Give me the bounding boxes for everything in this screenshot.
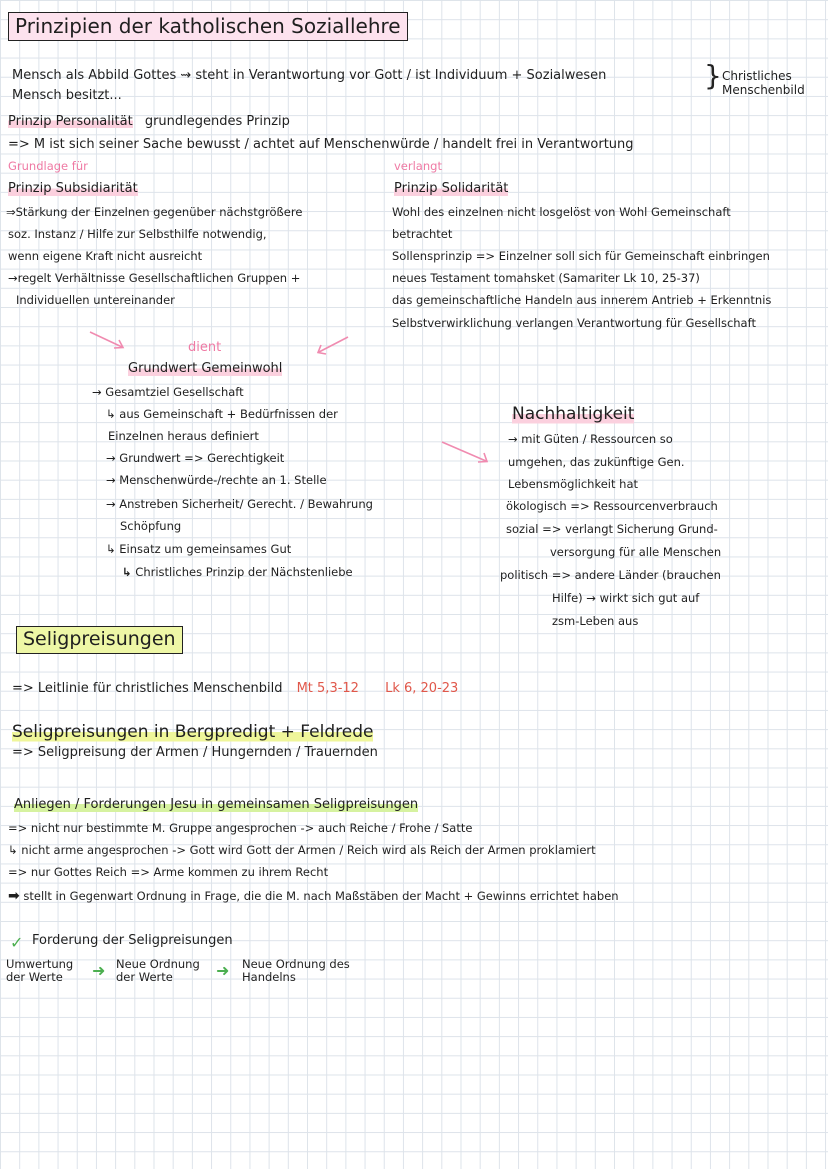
intro-line-2: Mensch besitzt... — [12, 88, 122, 103]
anliegen-line: => nur Gottes Reich => Arme kommen zu ihrem Recht — [8, 865, 329, 879]
ref-matthaeus: Mt 5,3-12 — [296, 681, 359, 696]
personalitaet-heading: Prinzip Personalität — [8, 114, 133, 129]
subsidiaritaet-line: →regelt Verhältnisse Gesellschaftlichen Gruppen + — [8, 271, 301, 285]
nachhaltigkeit-line: Hilfe) → wirkt sich gut auf — [552, 591, 700, 605]
gemeinwohl-line: Schöpfung — [120, 519, 182, 533]
nachhaltigkeit-line: Lebensmöglichkeit hat — [508, 477, 639, 491]
solidaritaet-heading: Prinzip Solidarität — [394, 181, 509, 196]
nachhaltigkeit-line: ökologisch => Ressourcenverbrauch — [506, 499, 718, 513]
gemeinwohl-line: → Anstreben Sicherheit/ Gerecht. / Bewahrung — [106, 497, 373, 511]
arrow-right-icon: ↳ — [122, 565, 132, 579]
solidaritaet-line: Sollensprinzip => Einzelner soll sich für Gemeinschaft einbringen — [392, 249, 770, 263]
solidaritaet-line: Selbstverwirklichung verlangen Verantwortung für Gesellschaft — [392, 316, 756, 330]
gemeinwohl-line: Einzelnen heraus definiert — [108, 429, 259, 443]
seligpreisungen-title: Seligpreisungen — [16, 626, 183, 654]
anliegen-line: ↳ nicht arme angesprochen -> Gott wird Gott der Armen / Reich wird als Reich der Armen proklamiert — [8, 843, 596, 857]
gemeinwohl-line: → Grundwert => Gerechtigkeit — [106, 451, 285, 465]
gemeinwohl-line: ↳ Einsatz um gemeinsames Gut — [106, 542, 292, 556]
forderung-heading: Forderung der Seligpreisungen — [32, 933, 233, 948]
flow-step-1: Umwertung der Werte — [6, 957, 74, 985]
arrow-to-nachhaltigkeit — [440, 440, 492, 466]
bold-arrow-icon: ➡ — [8, 888, 20, 904]
nachhaltigkeit-line: zsm-Leben aus — [552, 614, 639, 628]
arrow-right-to-gemeinwohl — [315, 335, 351, 357]
flow-arrow-icon: ➜ — [92, 961, 106, 980]
nachhaltigkeit-heading: Nachhaltigkeit — [512, 404, 635, 424]
gemeinwohl-line: ↳ aus Gemeinschaft + Bedürfnissen der — [106, 407, 338, 421]
subsidiaritaet-heading: Prinzip Subsidiarität — [8, 181, 138, 196]
arrow-left-to-gemeinwohl — [88, 330, 128, 352]
page-title: Prinzipien der katholischen Soziallehre — [8, 12, 408, 41]
anliegen-line-arrow: ➡ stellt in Gegenwart Ordnung in Frage, die die M. nach Maßstäben der Macht + Gewinns errichtet haben — [8, 888, 619, 904]
brace-icon: } — [704, 59, 722, 92]
solidaritaet-line: das gemeinschaftliche Handeln aus innerem Antrieb + Erkenntnis — [392, 293, 772, 307]
ref-lukas: Lk 6, 20-23 — [385, 681, 459, 696]
subsidiaritaet-line: ⇒Stärkung der Einzelnen gegenüber nächstgrößere — [6, 205, 303, 219]
leitlinie-line: => Leitlinie für christliches Menschenbild Mt 5,3-12 Lk 6, 20-23 — [12, 681, 459, 696]
nachhaltigkeit-line: sozial => verlangt Sicherung Grund- — [506, 522, 718, 536]
nachhaltigkeit-line: politisch => andere Länder (brauchen — [500, 568, 721, 582]
gemeinwohl-line: → Menschenwürde-/rechte an 1. Stelle — [106, 473, 327, 487]
subsidiaritaet-line: wenn eigene Kraft nicht ausreicht — [8, 249, 203, 263]
intro-line-1: Mensch als Abbild Gottes ⇝ steht in Verantwortung vor Gott / ist Individuum + Sozialwesen — [12, 68, 607, 83]
bergpredigt-heading: Seligpreisungen in Bergpredigt + Feldrede — [12, 722, 374, 742]
subsidiaritaet-line: Individuellen untereinander — [16, 293, 175, 307]
checkmark-icon: ✓ — [10, 933, 24, 952]
subsidiaritaet-line: soz. Instanz / Hilfe zur Selbsthilfe notwendig, — [8, 227, 267, 241]
gemeinwohl-line-nl: ↳ Christliches Prinzip der Nächstenliebe — [122, 565, 353, 579]
bergpredigt-line: => Seligpreisung der Armen / Hungernden / Trauernden — [12, 745, 378, 760]
flow-step-3: Neue Ordnung des Handelns — [242, 957, 350, 985]
verlangt-label: verlangt — [394, 159, 442, 173]
anliegen-heading: Anliegen / Forderungen Jesu in gemeinsamen Seligpreisungen — [14, 797, 419, 812]
personalitaet-line: => M ist sich seiner Sache bewusst / achtet auf Menschenwürde / handelt frei in Verantwortung — [8, 137, 634, 152]
solidaritaet-line: neues Testament tomahsket (Samariter Lk 10, 25-37) — [392, 271, 700, 285]
nachhaltigkeit-line: → mit Güten / Ressourcen so — [508, 432, 673, 446]
side-label: Christliches Menschenbild — [722, 69, 805, 97]
personalitaet-block — [8, 115, 290, 130]
dient-label: dient — [188, 340, 222, 355]
solidaritaet-line: betrachtet — [392, 227, 453, 241]
nachhaltigkeit-line: versorgung für alle Menschen — [550, 545, 722, 559]
flow-step-2: Neue Ordnung der Werte — [116, 957, 200, 985]
gemeinwohl-heading: Grundwert Gemeinwohl — [128, 361, 283, 376]
anliegen-line: => nicht nur bestimmte M. Gruppe angesprochen -> auch Reiche / Frohe / Satte — [8, 821, 473, 835]
nachhaltigkeit-line: umgehen, das zukünftige Gen. — [508, 455, 685, 469]
solidaritaet-line: Wohl des einzelnen nicht losgelöst von Wohl Gemeinschaft — [392, 205, 731, 219]
personalitaet-subtitle: grundlegendes Prinzip — [144, 114, 290, 129]
flow-arrow-icon: ➜ — [216, 961, 230, 980]
grundlage-label: Grundlage für — [8, 159, 88, 173]
gemeinwohl-line: → Gesamtziel Gesellschaft — [92, 385, 244, 399]
